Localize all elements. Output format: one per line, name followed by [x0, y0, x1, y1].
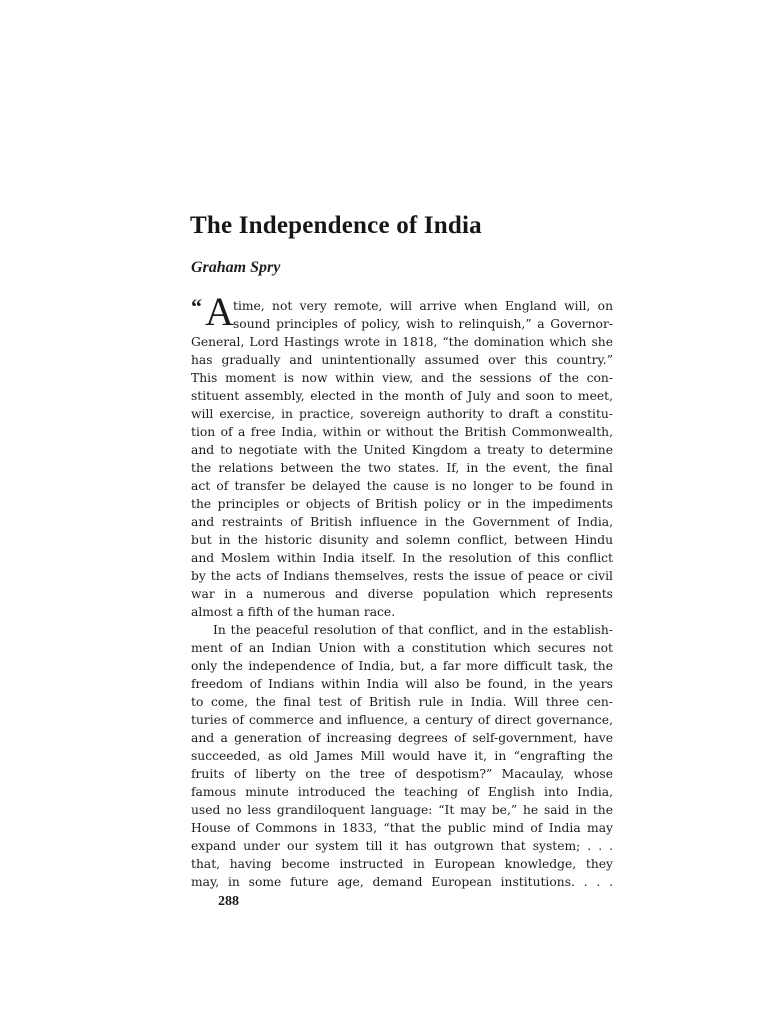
body-line: stituent assembly, elected in the month of July and soon to meet, — [191, 389, 613, 403]
opening-quote-mark: “ — [191, 294, 202, 319]
body-line: tion of a free India, within or without the British Commonwealth, — [191, 425, 613, 439]
body-line: almost a fifth of the human race. — [191, 605, 396, 619]
body-line: turies of commerce and influence, a century of direct governance, — [191, 713, 613, 727]
body-line: has gradually and unintentionally assumed over this country.” — [191, 353, 613, 367]
article-title: The Independence of India — [190, 212, 482, 239]
body-line: only the independence of India, but, a far more difficult task, the — [191, 659, 613, 673]
body-line: act of transfer be delayed the cause is no longer to be found in — [191, 479, 613, 493]
body-line: to come, the final test of British rule in India. Will three cen- — [191, 695, 613, 709]
body-line: the relations between the two states. If, in the event, the final — [191, 461, 613, 475]
body-line: that, having become instructed in European knowledge, they — [191, 857, 613, 871]
body-line: General, Lord Hastings wrote in 1818, “the domination which she — [191, 335, 613, 349]
body-line: by the acts of Indians themselves, rests the issue of peace or civil — [191, 569, 613, 583]
body-line: war in a numerous and diverse population which represents — [191, 587, 613, 601]
body-line: ment of an Indian Union with a constitution which secures not — [191, 641, 613, 655]
drop-cap: A — [205, 289, 234, 334]
body-line: and Moslem within India itself. In the resolution of this conflict — [191, 551, 613, 565]
article-author: Graham Spry — [191, 259, 281, 276]
body-line: will exercise, in practice, sovereign authority to draft a constitu- — [191, 407, 613, 421]
body-line: time, not very remote, will arrive when England will, on — [233, 299, 613, 313]
body-line: and restraints of British influence in the Government of India, — [191, 515, 613, 529]
body-line: This moment is now within view, and the sessions of the con- — [191, 371, 613, 385]
body-line: may, in some future age, demand European institutions. . . . — [191, 875, 613, 889]
body-line: freedom of Indians within India will also be found, in the years — [191, 677, 613, 691]
body-line: and a generation of increasing degrees of self-government, have — [191, 731, 613, 745]
body-line: fruits of liberty on the tree of despotism?” Macaulay, whose — [191, 767, 613, 781]
body-line: expand under our system till it has outgrown that system; . . . — [191, 839, 613, 853]
body-line: sound principles of policy, wish to relinquish,” a Governor- — [233, 317, 613, 331]
page-number: 288 — [218, 894, 239, 909]
body-line: but in the historic disunity and solemn conflict, between Hindu — [191, 533, 613, 547]
body-line: the principles or objects of British policy or in the impediments — [191, 497, 613, 511]
body-line: and to negotiate with the United Kingdom a treaty to determine — [191, 443, 613, 457]
body-line: House of Commons in 1833, “that the public mind of India may — [191, 821, 613, 835]
body-line: used no less grandiloquent language: “It may be,” he said in the — [191, 803, 613, 817]
body-line: In the peaceful resolution of that conflict, and in the establish- — [213, 623, 613, 637]
body-line: famous minute introduced the teaching of English into India, — [191, 785, 613, 799]
body-line: succeeded, as old James Mill would have it, in “engrafting the — [191, 749, 613, 763]
